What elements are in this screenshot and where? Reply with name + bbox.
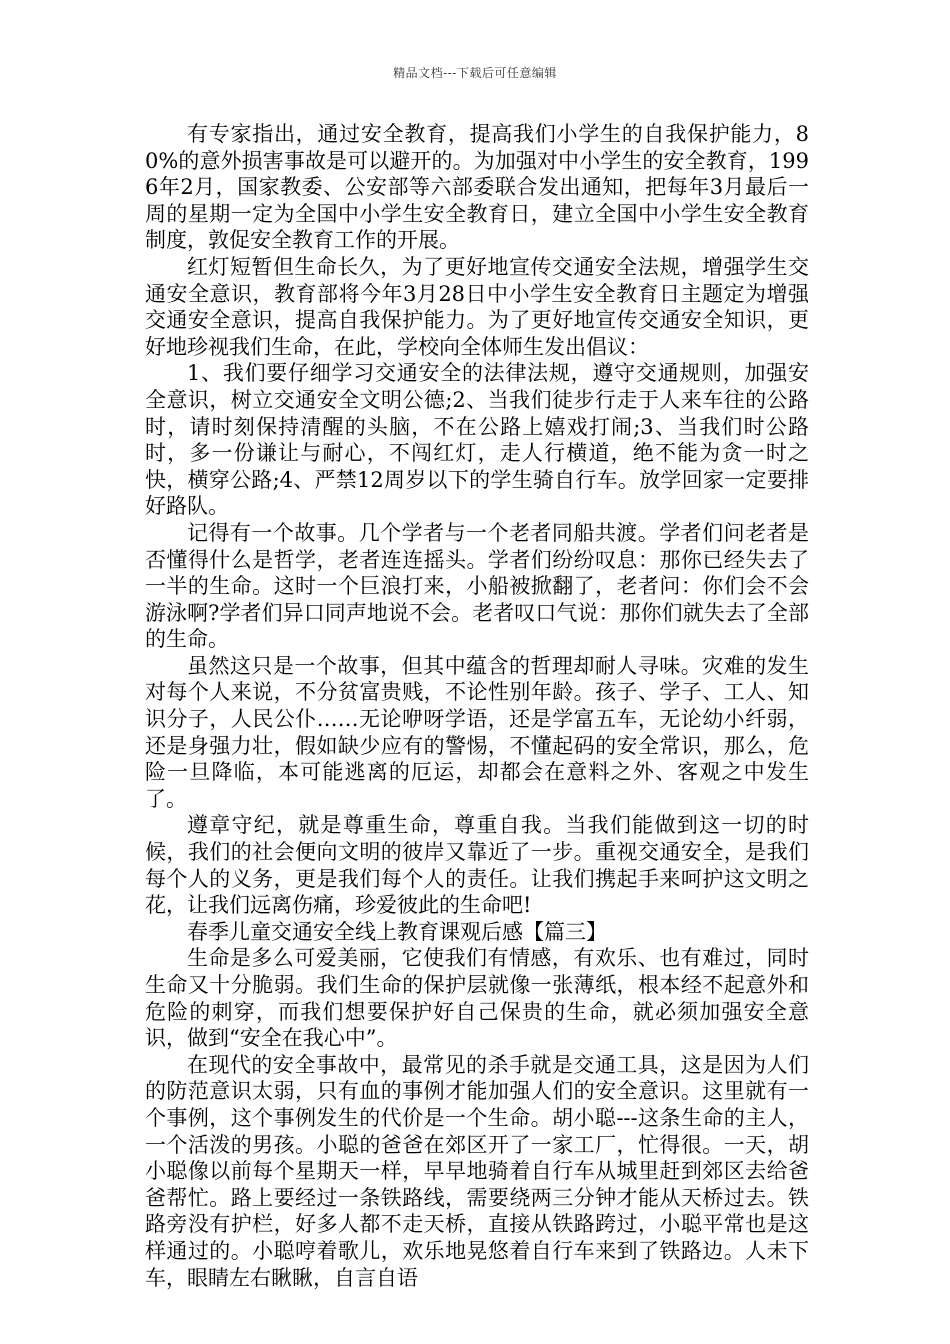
paragraph: 在现代的安全事故中，最常见的杀手就是交通工具，这是因为人们的防范意识太弱，只有血的事例才能加强人们的安全意识。这里就有一个事例，这个事例发生的代价是一个生命。胡小聪---这条生命的主人，一个活泼的男孩。小聪的爸爸在郊区开了一家工厂，忙得很。一天，胡小聪像以前每个星期天一样，早早地骑着自行车从城里赶到郊区去给爸爸帮忙。路上要经过一条铁路线，需要绕两三分钟才能从天桥过去。铁路旁没有护栏，好多人都不走天桥，直接从铁路跨过，小聪平常也是这样通过的。小聪哼着歌儿，欢乐地晃悠着自行车来到了铁路边。人未下车，眼睛左右瞅瞅，自言自语 (145, 1052, 809, 1290)
paragraph: 有专家指出，通过安全教育，提高我们小学生的自我保护能力，80%的意外损害事故是可以避开的。为加强对中小学生的安全教育，1996年2月，国家教委、公安部等六部委联合发出通知，把每年3月最后一周的星期一定为全国中小学生安全教育日，建立全国中小学生安全教育制度，敦促安全教育工作的开展。 (145, 122, 809, 253)
document-body (145, 121, 809, 1291)
paragraph: 遵章守纪，就是尊重生命，尊重自我。当我们能做到这一切的时候，我们的社会便向文明的彼岸又靠近了一步。重视交通安全，是我们每个人的义务，更是我们每个人的责任。让我们携起手来呵护这文明之花，让我们远离伤痛，珍爱彼此的生命吧! (145, 813, 809, 918)
paragraph: 生命是多么可爱美丽，它使我们有情感，有欢乐、也有难过，同时生命又十分脆弱。我们生命的保护层就像一张薄纸，根本经不起意外和危险的刺穿，而我们想要保护好自己保贵的生命，就必须加强安全意识，做到“安全在我心中”。 (145, 946, 809, 1051)
paragraph: 1、我们要仔细学习交通安全的法律法规，遵守交通规则，加强安全意识，树立交通安全文明公德;2、当我们徒步行走于人来车往的公路时，请时刻保持清醒的头脑，不在公路上嬉戏打闹;3、当我们时公路时，多一份谦让与耐心，不闯红灯，走人行横道，绝不能为贪一时之快，横穿公路;4、严禁12周岁以下的学生骑自行车。放学回家一定要排好路队。 (145, 361, 809, 519)
paragraph: 红灯短暂但生命长久，为了更好地宣传交通安全法规，增强学生交通安全意识，教育部将今年3月28日中小学生安全教育日主题定为增强交通安全意识，提高自我保护能力。为了更好地宣传交通安全知识，更好地珍视我们生命，在此，学校向全体师生发出倡议： (145, 254, 809, 359)
section-heading: 春季儿童交通安全线上教育课观后感【篇三】 (187, 919, 607, 944)
paragraph: 记得有一个故事。几个学者与一个老者同船共渡。学者们问老者是否懂得什么是哲学，老者连连摇头。学者们纷纷叹息：那你已经失去了一半的生命。这时一个巨浪打来，小船被掀翻了，老者问：你们会不会游泳啊?学者们异口同声地说不会。老者叹口气说：那你们就失去了全部的生命。 (145, 520, 809, 652)
page-header: 精品文档---下载后可任意编辑 (393, 66, 557, 80)
paragraph: 虽然这只是一个故事，但其中蕴含的哲理却耐人寻味。灾难的发生对每个人来说，不分贫富贵贱，不论性别年龄。孩子、学子、工人、知识分子，人民公仆……无论咿呀学语，还是学富五车，无论幼小纤弱，还是身强力壮，假如缺少应有的警惕，不懂起码的安全常识，那么，危险一旦降临，本可能逃离的厄运，却都会在意料之外、客观之中发生了。 (145, 653, 809, 811)
